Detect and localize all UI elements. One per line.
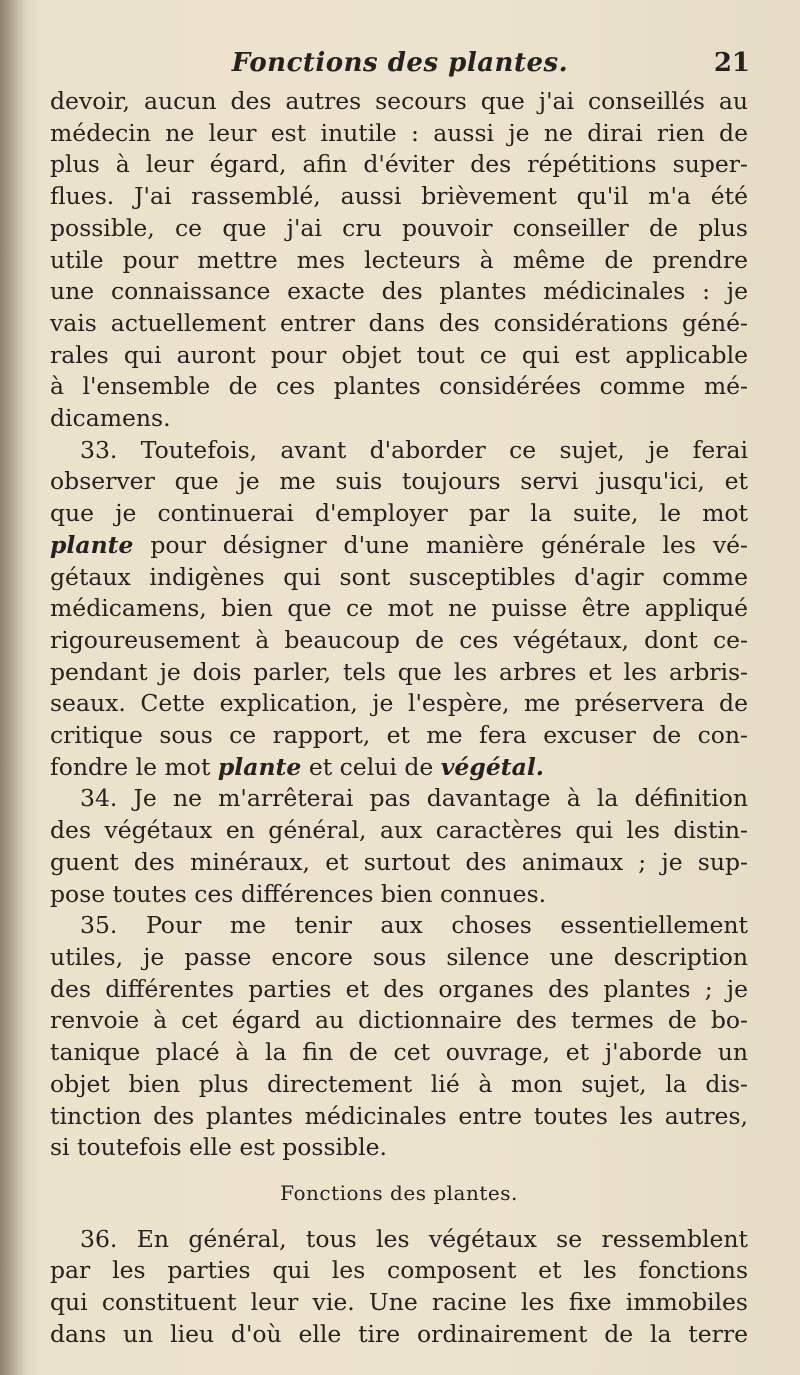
paragraph-number: 34.: [80, 784, 118, 813]
paragraph-34: [50, 783, 748, 910]
text-line: tinction des plantes médicinales entre toutes les autres,: [50, 1101, 748, 1130]
text-line: si toutefois elle est possible.: [50, 1133, 387, 1162]
text-line: [50, 435, 748, 467]
text-line: qui constituent leur vie. Une racine les fixe immobiles: [50, 1288, 748, 1317]
text-line: rigoureusement à beaucoup de ces végétaux, dont ce-: [50, 625, 748, 654]
text-line: flues. J'ai rassemblé, aussi brièvement qu'il m'a été: [50, 182, 748, 211]
text-line: possible, ce que j'ai cru pouvoir conseiller de plus: [50, 213, 748, 242]
page-number: 21: [713, 48, 750, 78]
text-line: que je continuerai d'employer par la suite, le mot: [50, 499, 748, 528]
text-line: guent des minéraux, et surtout des animaux ; je sup-: [50, 847, 748, 876]
paragraph-35: [50, 910, 748, 1164]
text-span: En général, tous les végétaux se ressemblent: [136, 1224, 748, 1253]
text-line: objet bien plus directement lié à mon sujet, la dis-: [50, 1069, 748, 1098]
text-line: dans un lieu d'où elle tire ordinairement de la terre: [50, 1319, 748, 1348]
text-line: pendant je dois parler, tels que les arbres et les arbris-: [50, 657, 748, 686]
text-line: [50, 783, 748, 815]
text-line: des végétaux en général, aux caractères qui les distin-: [50, 816, 748, 845]
text-line: médicamens, bien que ce mot ne puisse être appliqué: [50, 594, 748, 623]
text-line: pose toutes ces différences bien connues.: [50, 879, 547, 908]
text-line: utiles, je passe encore sous silence une description: [50, 942, 748, 971]
text-line: gétaux indigènes qui sont susceptibles d'agir comme: [50, 562, 748, 591]
text-line: à l'ensemble de ces plantes considérées comme mé-: [50, 372, 748, 401]
text-line: médecin ne leur est inutile : aussi je ne dirai rien de: [50, 118, 748, 147]
text-span: et celui de: [301, 752, 441, 781]
text-span: fondre le mot: [50, 752, 218, 781]
text-span: pour désigner d'une manière générale les vé-: [133, 530, 748, 559]
paragraph-continued: [50, 86, 748, 435]
section-heading: Fonctions des plantes.: [280, 1180, 518, 1205]
text-line: dicamens.: [50, 404, 171, 433]
text-line: critique sous ce rapport, et me fera excuser de con-: [50, 721, 748, 750]
text-line: des différentes parties et des organes des plantes ; je: [50, 974, 748, 1003]
spine-shadow: [0, 0, 26, 1375]
text-line: [50, 1224, 748, 1256]
text-line: plus à leur égard, afin d'éviter des répétitions super-: [50, 150, 748, 179]
italic-term: plante: [50, 530, 134, 559]
italic-term: végétal.: [440, 752, 544, 781]
text-line: [50, 530, 748, 562]
text-line: observer que je me suis toujours servi jusqu'ici, et: [50, 467, 748, 496]
paragraph-number: 36.: [80, 1224, 118, 1253]
text-line: seaux. Cette explication, je l'espère, me préservera de: [50, 689, 748, 718]
text-line: une connaissance exacte des plantes médicinales : je: [50, 277, 748, 306]
paragraph-number: 33.: [80, 435, 118, 464]
text-line: devoir, aucun des autres secours que j'ai conseillés au: [50, 87, 748, 115]
body-text: [50, 86, 748, 1350]
italic-term: plante: [217, 752, 302, 781]
text-span: Toutefois, avant d'aborder ce sujet, je ferai: [140, 435, 748, 464]
running-title: Fonctions des plantes.: [231, 48, 569, 78]
text-line: vais actuellement entrer dans des considérations géné-: [50, 308, 748, 337]
text-line: renvoie à cet égard au dictionnaire des termes de bo-: [50, 1006, 748, 1035]
text-line: rales qui auront pour objet tout ce qui est applicable: [50, 340, 748, 369]
page-header: [50, 48, 750, 88]
text-line: tanique placé à la fin de cet ouvrage, et j'aborde un: [50, 1038, 748, 1067]
text-span: Je ne m'arrêterai pas davantage à la définition: [133, 784, 748, 813]
text-line: utile pour mettre mes lecteurs à même de prendre: [50, 245, 748, 274]
text-span: Pour me tenir aux choses essentiellement: [145, 911, 748, 940]
paragraph-36: [50, 1224, 748, 1351]
text-line: [50, 910, 748, 942]
paragraph-33: [50, 435, 748, 784]
paragraph-number: 35.: [80, 911, 118, 940]
text-line: [50, 752, 748, 784]
text-line: par les parties qui les composent et les fonctions: [50, 1256, 748, 1285]
